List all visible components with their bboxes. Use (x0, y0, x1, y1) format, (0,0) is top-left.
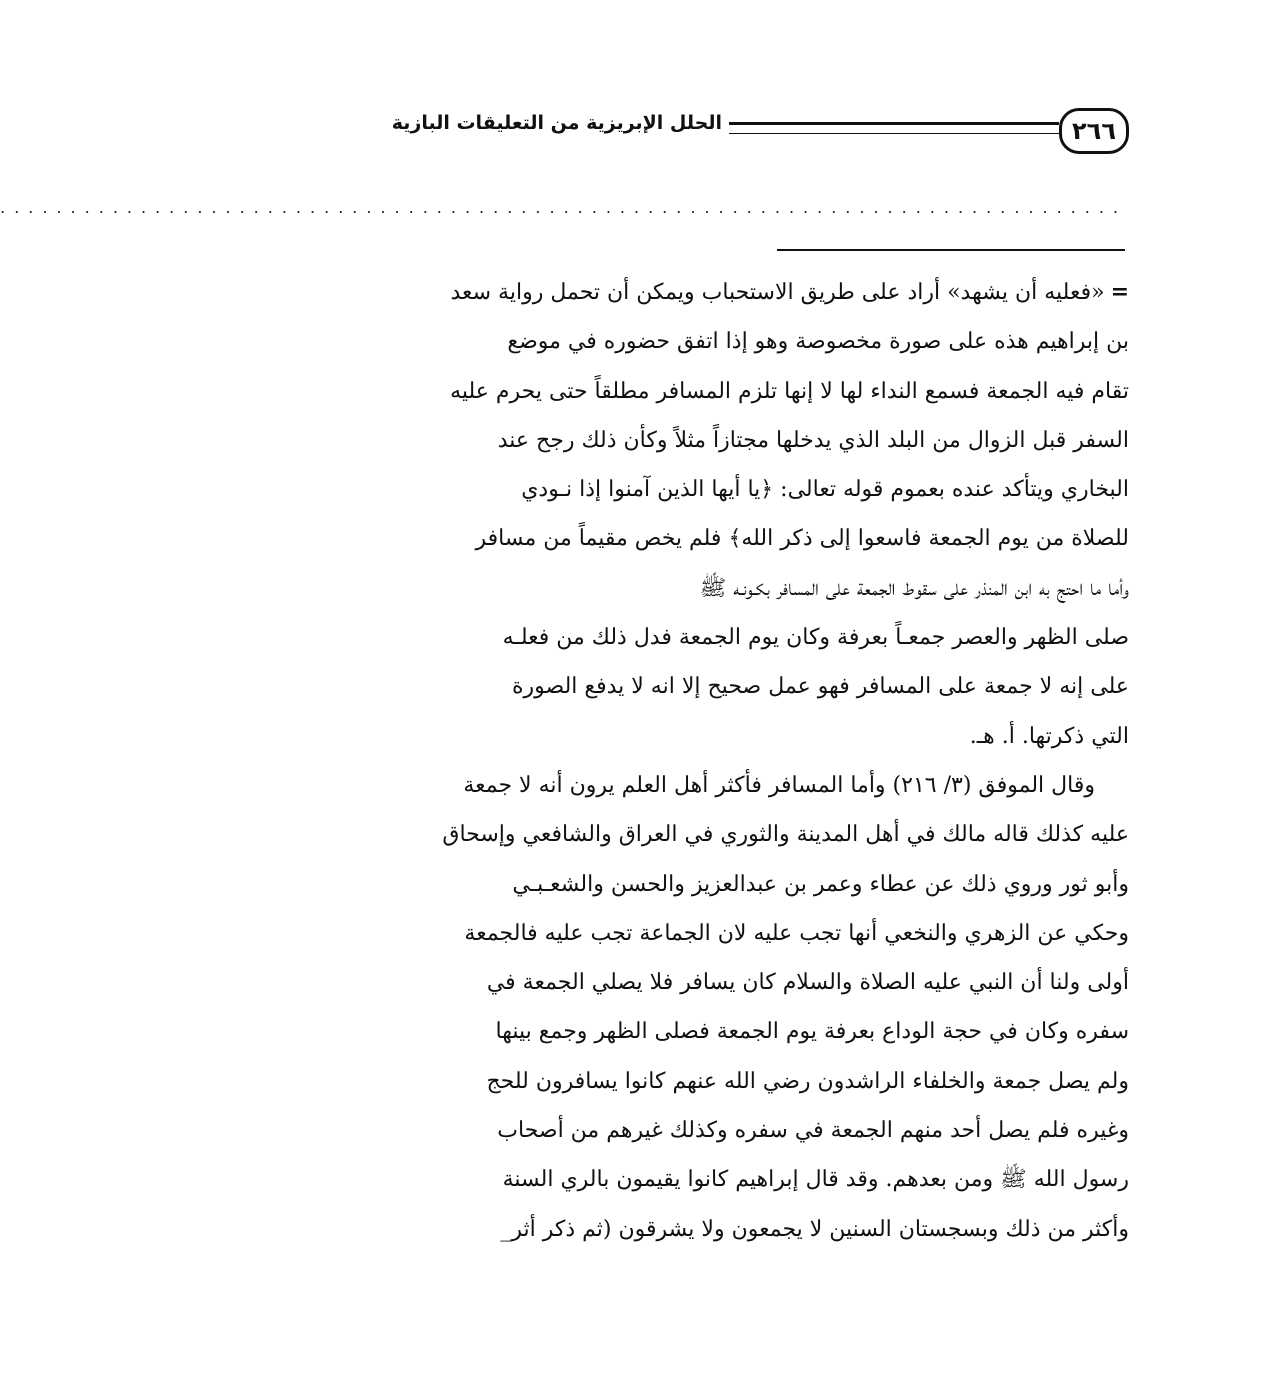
dotted-separator: ................................................................................ (0, 198, 1127, 217)
text-line: ولم يصل جمعة والخلفاء الراشدون رضي الله عنهم كانوا يسافرون للحج (486, 1068, 1129, 1094)
text-line: سفره وكان في حجة الوداع بعرفة يوم الجمعة فصلى الظهر وجمع بينها (495, 1019, 1129, 1045)
text-line: رسول الله ﷺ ومن بعدهم. وقد قال إبراهيم كانوا يقيمون بالري السنة (502, 1167, 1129, 1193)
text-line: على إنه لا جمعة على المسافر فهو عمل صحيح إلا انه لا يدفع الصورة (511, 674, 1129, 700)
page-body (417, 268, 1129, 1254)
header-double-rule (729, 122, 1059, 134)
text-line: صلى الظهر والعصر جمعـاً بعرفة وكان يوم الجمعة فدل ذلك من فعلـه (502, 625, 1129, 651)
page-number: ٢٦٦ (1059, 108, 1129, 154)
book-title: الحلل الإبريزية من التعليقات البازية (391, 112, 722, 134)
text-line: بن إبراهيم هذه على صورة مخصوصة وهو إذا اتفق حضوره في موضع (507, 329, 1129, 355)
text-line: السفر قبل الزوال من البلد الذي يدخلها مجتازاً مثلاً وكأن ذلك رجح عند (497, 427, 1129, 453)
text-line: =«فعليه أن يشهد» أراد على طريق الاستحباب ويمكن أن تحمل رواية سعد (417, 268, 1129, 317)
text-line: التي ذكرتها. أ. هـ. (969, 723, 1129, 749)
text-line: وأما ما احتج به ابن المنذر على سقوط الجمعة على المسافر بكـونـه ﷺ (699, 575, 1129, 601)
footnote-rule (777, 249, 1125, 251)
text-line: وحكي عن الزهري والنخعي أنها تجب عليه لان الجماعة تجب عليه فالجمعة (464, 920, 1129, 946)
continuation-mark: = (1110, 279, 1129, 305)
text-line: وأكثر من ذلك وبسجستان السنين لا يجمعون ولا يشرقون (ثم ذكر أثر_ (500, 1216, 1129, 1242)
text-line: تقام فيه الجمعة فسمع النداء لها لا إنها تلزم المسافر مطلقاً حتى يحرم عليه (450, 378, 1129, 404)
text-line: للصلاة من يوم الجمعة فاسعوا إلى ذكر الله﴾ فلم يخص مقيماً من مسافر (475, 526, 1129, 552)
text-line: البخاري ويتأكد عنده بعموم قوله تعالى: ﴿يا أيها الذين آمنوا إذا نـودي (521, 477, 1129, 503)
text-line: وأبو ثور وروي ذلك عن عطاء وعمر بن عبدالعزيز والحسن والشعـبـي (512, 871, 1129, 897)
text-line: وقال الموفق (٣/ ٢١٦) وأما المسافر فأكثر أهل العلم يرون أنه لا جمعة (463, 772, 1095, 798)
text-line: وغيره فلم يصل أحد منهم الجمعة في سفره وكذلك غيرهم من أصحاب (497, 1118, 1129, 1144)
text-line: أولى ولنا أن النبي عليه الصلاة والسلام كان يسافر فلا يصلي الجمعة في (486, 970, 1129, 996)
text-line: عليه كذلك قاله مالك في أهل المدينة والثوري في العراق والشافعي وإسحاق (442, 822, 1129, 848)
page-header (391, 108, 1129, 156)
